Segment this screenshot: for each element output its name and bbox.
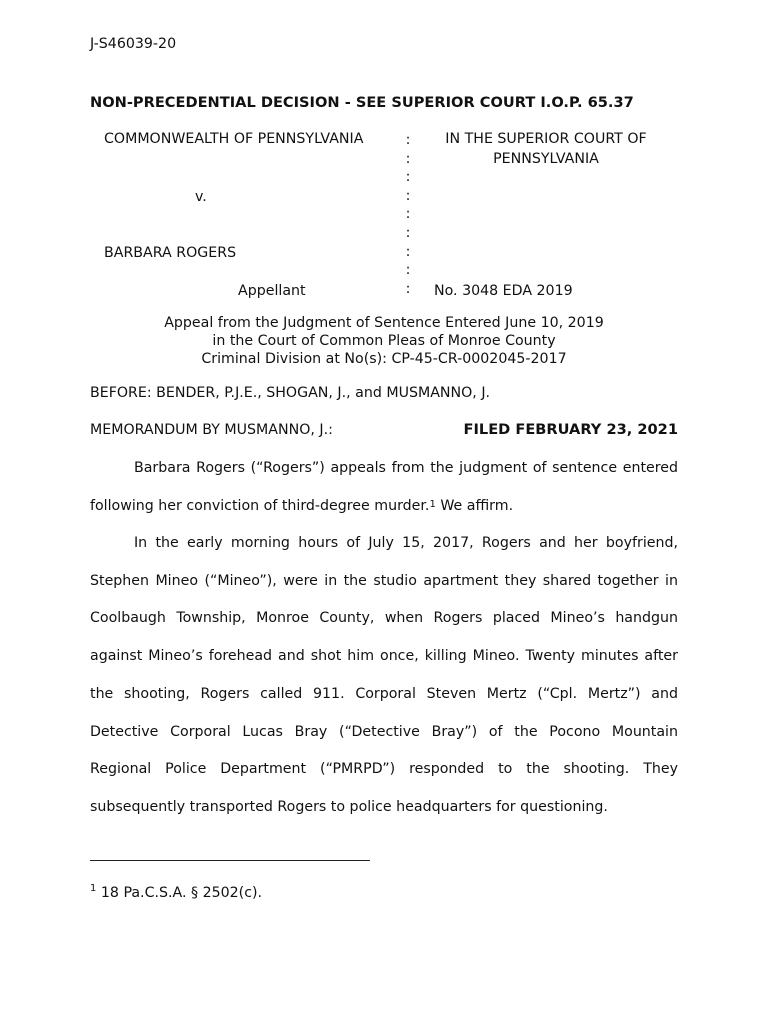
footnote-marker: 1: [90, 883, 97, 894]
colon: :: [405, 132, 411, 148]
footnote-divider: [90, 860, 370, 861]
appeal-docket-number: No. 3048 EDA 2019: [434, 283, 573, 299]
colon: :: [405, 243, 411, 260]
appeal-line: in the Court of Common Pleas of Monroe County: [212, 333, 556, 349]
panel-judges: BEFORE: BENDER, P.J.E., SHOGAN, J., and MUSMANNO, J.: [90, 385, 491, 401]
colon: :: [405, 224, 411, 241]
non-precedential-notice: NON-PRECEDENTIAL DECISION - SEE SUPERIOR COURT I.O.P. 65.37: [90, 94, 634, 111]
colon: :: [405, 169, 411, 186]
colon: :: [405, 262, 411, 279]
plaintiff-name: COMMONWEALTH OF PENNSYLVANIA: [104, 131, 364, 147]
filed-date: FILED FEBRUARY 23, 2021: [463, 421, 678, 438]
paragraph-text: Barbara Rogers (“Rogers”) appeals from the judgment of sentence entered following her conviction of third-degree murder.: [90, 460, 678, 514]
defendant-name: BARBARA ROGERS: [104, 245, 237, 261]
footnote: [90, 885, 262, 901]
footnote-text: 18 Pa.C.S.A. § 2502(c).: [96, 885, 263, 901]
appellant-role: Appellant: [238, 283, 306, 299]
paragraph-1: [90, 450, 678, 525]
paragraph-text: We affirm.: [435, 497, 514, 514]
docket-number: J-S46039-20: [90, 36, 177, 52]
versus: v.: [195, 189, 207, 205]
paragraph-2: In the early morning hours of July 15, 2017, Rogers and her boyfriend, Stephen Mineo (“Mineo”), were in the studio apartment they shared together in Coolbaugh Township, Monroe County, when Rogers placed Mineo’s handgun against Mineo’s forehead and shot him once, killing Mineo. Twenty minutes after the shooting, Rogers called 911. Corporal Steven Mertz (“Cpl. Mertz”) and Detective Corporal Lucas Bray (“Detective Bray”) of the Pocono Mountain Regional Police Department (“PMRPD”) responded to the shooting. They subsequently transported Rogers to police headquarters for questioning.: [90, 535, 678, 815]
appeal-line: Appeal from the Judgment of Sentence Entered June 10, 2019: [164, 315, 604, 331]
court-name-line1: IN THE SUPERIOR COURT OF: [445, 131, 647, 147]
appeal-line: Criminal Division at No(s): CP-45-CR-0002045-2017: [201, 351, 567, 367]
court-name-line2: PENNSYLVANIA: [493, 151, 599, 167]
footnote-reference: 1: [429, 498, 436, 510]
colon: :: [405, 280, 411, 297]
colon: :: [405, 187, 411, 204]
colon: :: [405, 206, 411, 223]
colon: :: [405, 150, 411, 167]
caption-divider: [401, 131, 415, 298]
memorandum-author: MEMORANDUM BY MUSMANNO, J.:: [90, 422, 333, 438]
